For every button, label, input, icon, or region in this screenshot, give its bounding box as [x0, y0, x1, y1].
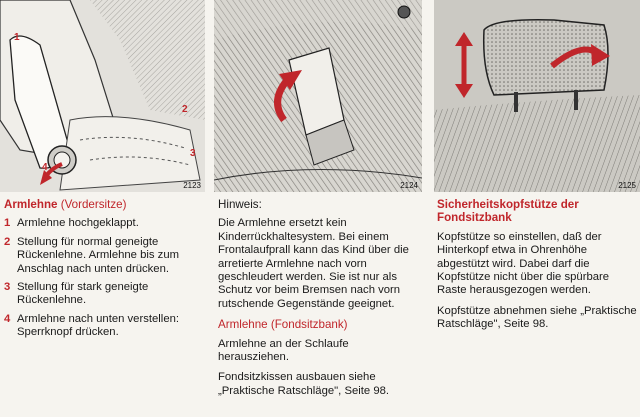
callout-3: 3: [190, 148, 196, 159]
note-caption: Hinweis:: [218, 198, 262, 211]
section-heading-rear-armrest: [218, 318, 421, 331]
rear-bench-illustration: [214, 0, 422, 192]
headrest-illustration: [434, 0, 640, 192]
front-seat-illustration: [0, 0, 205, 192]
callout-2: 2: [182, 104, 188, 115]
heading-title: Armlehne: [218, 318, 268, 332]
headrest-remove-reference: Kopfstütze abnehmen siehe „Praktische Ratschläge", Seite 98.: [437, 304, 637, 331]
figure-number: 2123: [183, 181, 201, 190]
rear-armrest-instruction: Armlehne an der Schlaufe herausziehen.: [218, 337, 349, 364]
heading-subtitle: (Fondsitzbank): [270, 318, 348, 332]
armrest-instruction-list: [4, 217, 204, 339]
column-rear-armrest: [218, 198, 421, 405]
note-text: Die Armlehne ersetzt kein Kinderrückhaltesystem. Bei einem Frontalaufprall kann das Kind über die arretierte Armlehne nach vorn geschleudert werden. Sie ist nur als Schutz vor beim Bremsen nach vorn rutschende Gegenstände geeignet.: [218, 217, 409, 310]
heading-title: Armlehne: [4, 198, 58, 211]
list-item: 2 Stellung für normal geneigte Rückenlehne. Armlehne bis zum Anschlag nach unten drücken.: [4, 235, 180, 275]
figure-rear-armrest: [214, 0, 422, 192]
list-item: 3 Stellung für stark geneigte Rückenlehne.: [4, 281, 149, 307]
column-headrest: [437, 198, 637, 339]
headrest-adjust-text: Kopfstütze so einstellen, daß der Hinterkopf etwa in Ohrenhöhe abgestützt wird. Dabei darf die Kopfstütze nicht über die spürbare Raste herausgezogen werden.: [437, 230, 610, 297]
callout-1: 1: [14, 32, 20, 43]
figure-number: 2125: [618, 181, 636, 190]
column-front-armrest: [4, 198, 204, 345]
heading-subtitle: (Vordersitze): [60, 198, 127, 211]
figure-front-armrest: [0, 0, 205, 192]
figure-number: 2124: [400, 181, 418, 190]
callout-4: 4: [42, 162, 48, 173]
seat-cushion-reference: Fondsitzkissen ausbauen siehe „Praktische Ratschläge", Seite 98.: [218, 371, 390, 397]
list-item: 1 Armlehne hochgeklappt.: [4, 217, 139, 230]
section-heading-front-armrest: [4, 198, 204, 211]
list-item: 4 Armlehne nach unten verstellen: Sperrknopf drücken.: [4, 312, 180, 339]
section-heading-headrest: Sicherheitskopfstütze der Fondsitzbank: [437, 198, 579, 225]
figure-headrest: [434, 0, 640, 192]
